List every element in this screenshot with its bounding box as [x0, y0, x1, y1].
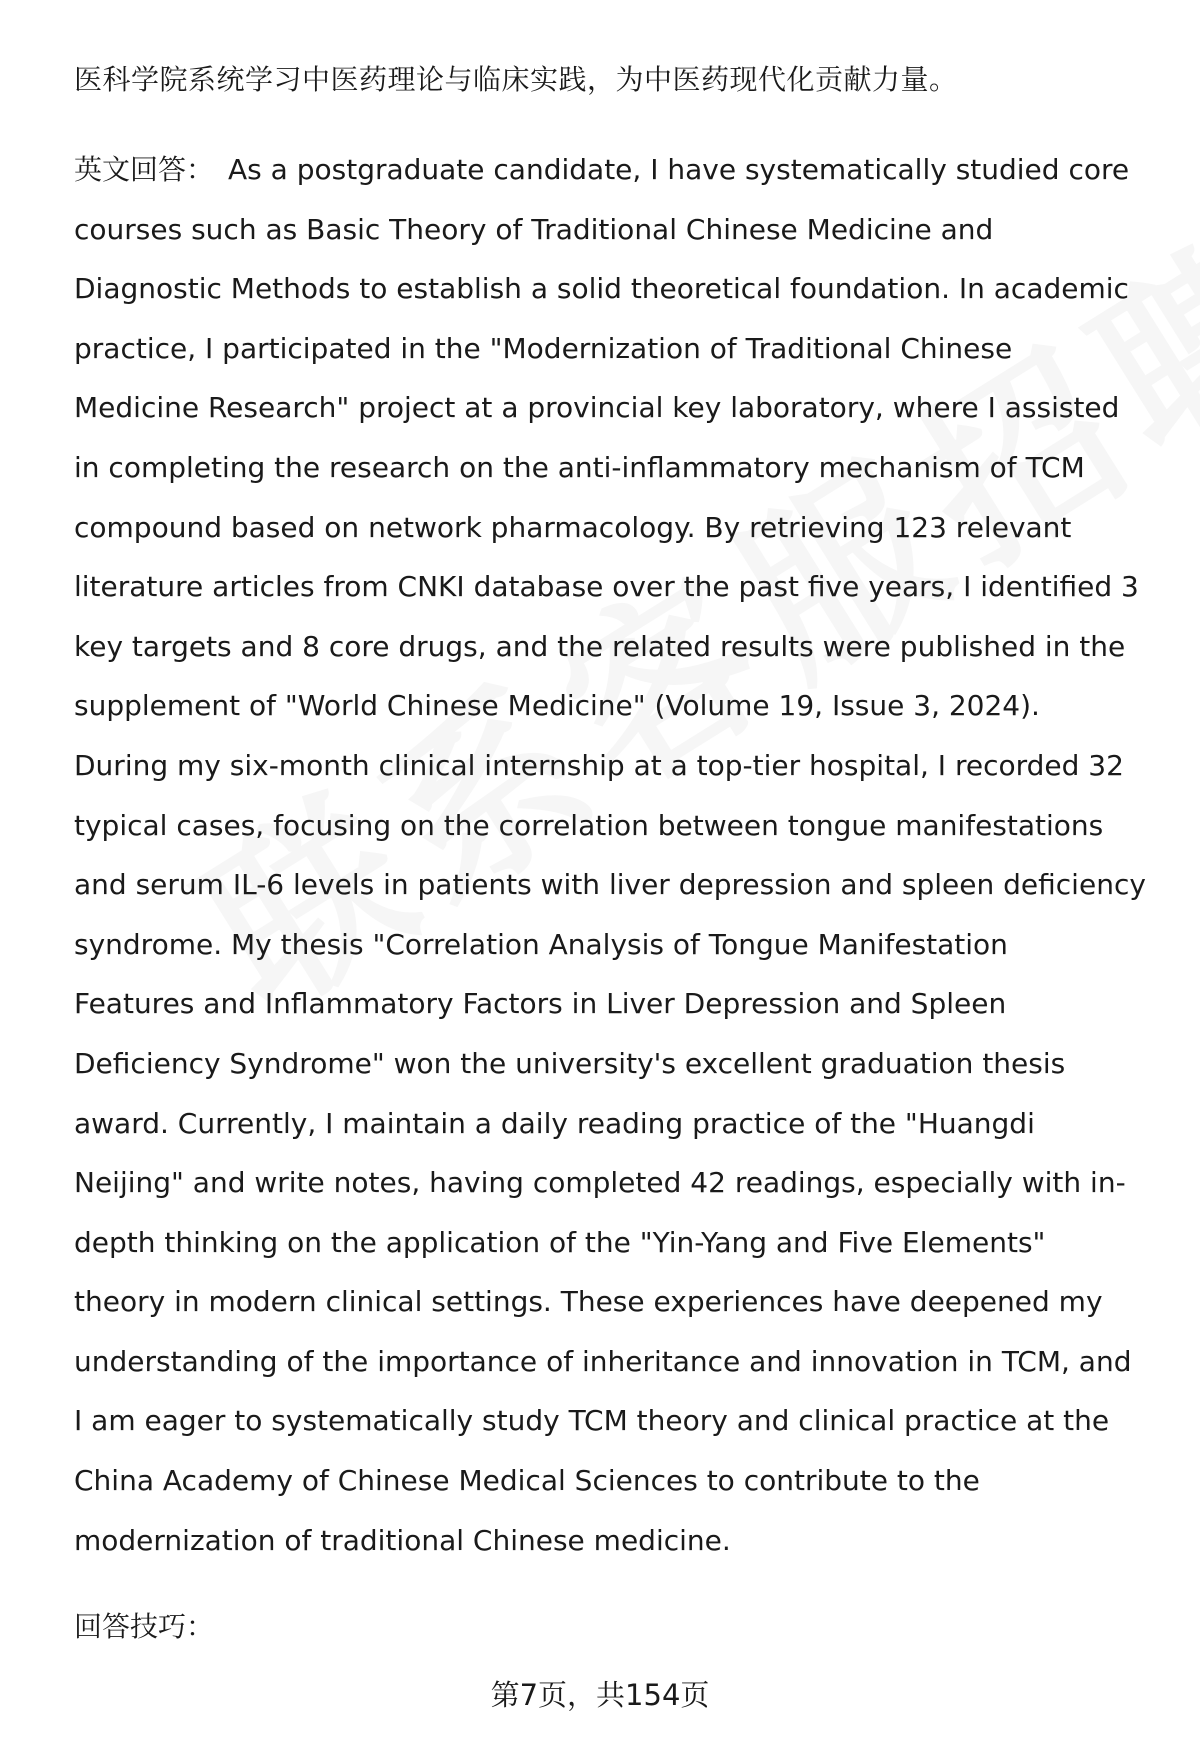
english-answer-line: Features and Inflammatory Factors in Liver Depression and Spleen — [74, 987, 1007, 1021]
english-answer-line: practice, I participated in the "Modernization of Traditional Chinese — [74, 331, 1013, 365]
english-answer-line: 英文回答： As a postgraduate candidate, I have systematically studied core — [74, 153, 1130, 186]
english-answer-line: depth thinking on the application of the "Yin-Yang and Five Elements" — [74, 1225, 1046, 1259]
english-answer-line: compound based on network pharmacology. By retrieving 123 relevant — [74, 510, 1072, 544]
english-answer-line: modernization of traditional Chinese medicine. — [74, 1523, 731, 1557]
english-answer-line: award. Currently, I maintain a daily reading practice of the "Huangdi — [74, 1106, 1035, 1140]
page-number-footer: 第7页，共154页 — [490, 1678, 710, 1712]
english-answer-label: 英文回答： — [74, 153, 215, 186]
english-answer-line: courses such as Basic Theory of Traditional Chinese Medicine and — [74, 212, 994, 246]
english-answer-line: Neijing" and write notes, having completed 42 readings, especially with in- — [74, 1166, 1126, 1200]
english-answer-line: Medicine Research" project at a provincial key laboratory, where I assisted — [74, 391, 1120, 425]
english-answer-line: China Academy of Chinese Medical Sciences to contribute to the — [74, 1464, 980, 1498]
english-answer-line: During my six-month clinical internship at a top-tier hospital, I recorded 32 — [74, 748, 1124, 782]
english-answer-line: literature articles from CNKI database over the past five years, I identified 3 — [74, 570, 1139, 604]
answer-tips-heading: 回答技巧： — [74, 1610, 215, 1643]
english-answer-line: I am eager to systematically study TCM theory and clinical practice at the — [74, 1404, 1110, 1438]
english-answer-line: typical cases, focusing on the correlation between tongue manifestations — [74, 808, 1104, 842]
english-answer-paragraph — [74, 140, 1154, 1570]
english-answer-line: Diagnostic Methods to establish a solid theoretical foundation. In academic — [74, 272, 1129, 306]
english-answer-line: supplement of "World Chinese Medicine" (Volume 19, Issue 3, 2024). — [74, 689, 1040, 723]
english-answer-line: theory in modern clinical settings. These experiences have deepened my — [74, 1285, 1103, 1319]
english-answer-line: Deficiency Syndrome" won the university's excellent graduation thesis — [74, 1046, 1066, 1080]
english-answer-line: syndrome. My thesis "Correlation Analysis of Tongue Manifestation — [74, 927, 1008, 961]
english-answer-line: in completing the research on the anti-inflammatory mechanism of TCM — [74, 450, 1085, 484]
english-answer-line: and serum IL-6 levels in patients with liver depression and spleen deficiency — [74, 868, 1146, 902]
chinese-answer-tail: 医科学院系统学习中医药理论与临床实践，为中医药现代化贡献力量。 — [74, 63, 958, 96]
english-answer-line: key targets and 8 core drugs, and the related results were published in the — [74, 629, 1126, 663]
english-answer-line: understanding of the importance of inheritance and innovation in TCM, and — [74, 1344, 1132, 1378]
